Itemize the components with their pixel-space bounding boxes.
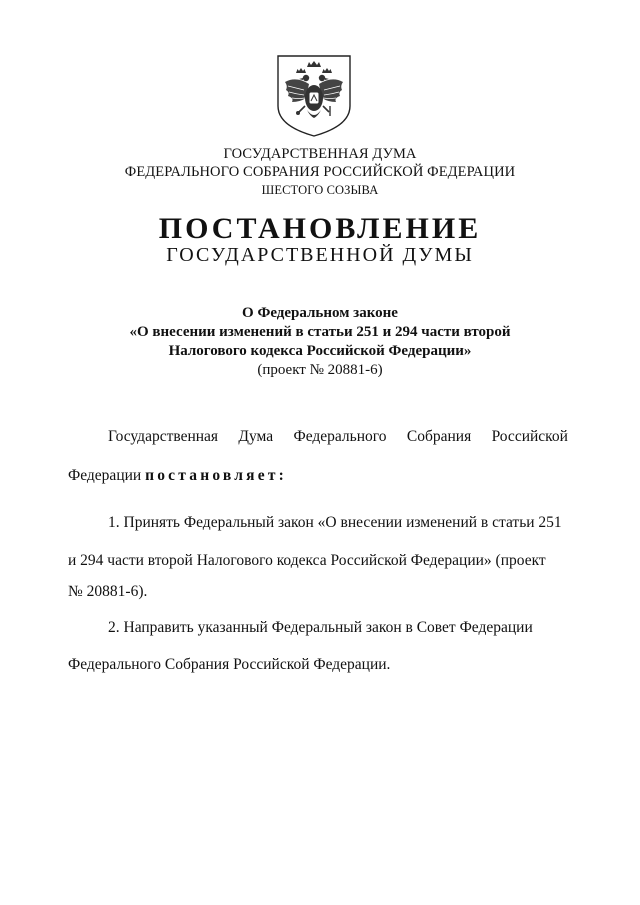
item2-line-2: Федерального Собрания Российской Федерации. bbox=[68, 656, 391, 673]
subject-line-2: «О внесении изменений в статьи 251 и 294 части второй bbox=[129, 324, 511, 340]
subject-line-1: О Федеральном законе bbox=[242, 305, 398, 321]
resolves-word: постановляет: bbox=[145, 467, 287, 484]
preamble-prefix: Федерации bbox=[68, 467, 142, 484]
draft-number: (проект № 20881-6) bbox=[257, 362, 383, 378]
document-title: ПОСТАНОВЛЕНИЕ bbox=[158, 212, 482, 245]
item1-line-2: и 294 части второй Налогового кодекса Российской Федерации» (проект bbox=[68, 552, 546, 569]
document-subtitle: ГОСУДАРСТВЕННОЙ ДУМЫ bbox=[166, 244, 474, 266]
subject-line-3: Налогового кодекса Российской Федерации» bbox=[168, 343, 472, 359]
preamble-word: Федерального bbox=[293, 428, 387, 445]
coat-of-arms-emblem bbox=[276, 54, 352, 138]
preamble-line-1 bbox=[108, 428, 568, 446]
item1-line-1: 1. Принять Федеральный закон «О внесении изменений в статьи 251 bbox=[108, 514, 562, 531]
item1-line-3: № 20881-6). bbox=[68, 583, 148, 600]
convocation: ШЕСТОГО СОЗЫВА bbox=[261, 183, 379, 197]
preamble-word: Российской bbox=[491, 428, 568, 445]
issuer-parliament: ФЕДЕРАЛЬНОГО СОБРАНИЯ РОССИЙСКОЙ ФЕДЕРАЦИИ bbox=[124, 164, 516, 180]
item2-line-1: 2. Направить указанный Федеральный закон в Совет Федерации bbox=[108, 619, 533, 636]
preamble-word: Государственная bbox=[108, 428, 219, 445]
preamble-line-2 bbox=[68, 467, 287, 485]
issuer-name: ГОСУДАРСТВЕННАЯ ДУМА bbox=[223, 146, 417, 162]
preamble-word: Собрания bbox=[406, 428, 472, 445]
preamble-word: Дума bbox=[238, 428, 274, 445]
